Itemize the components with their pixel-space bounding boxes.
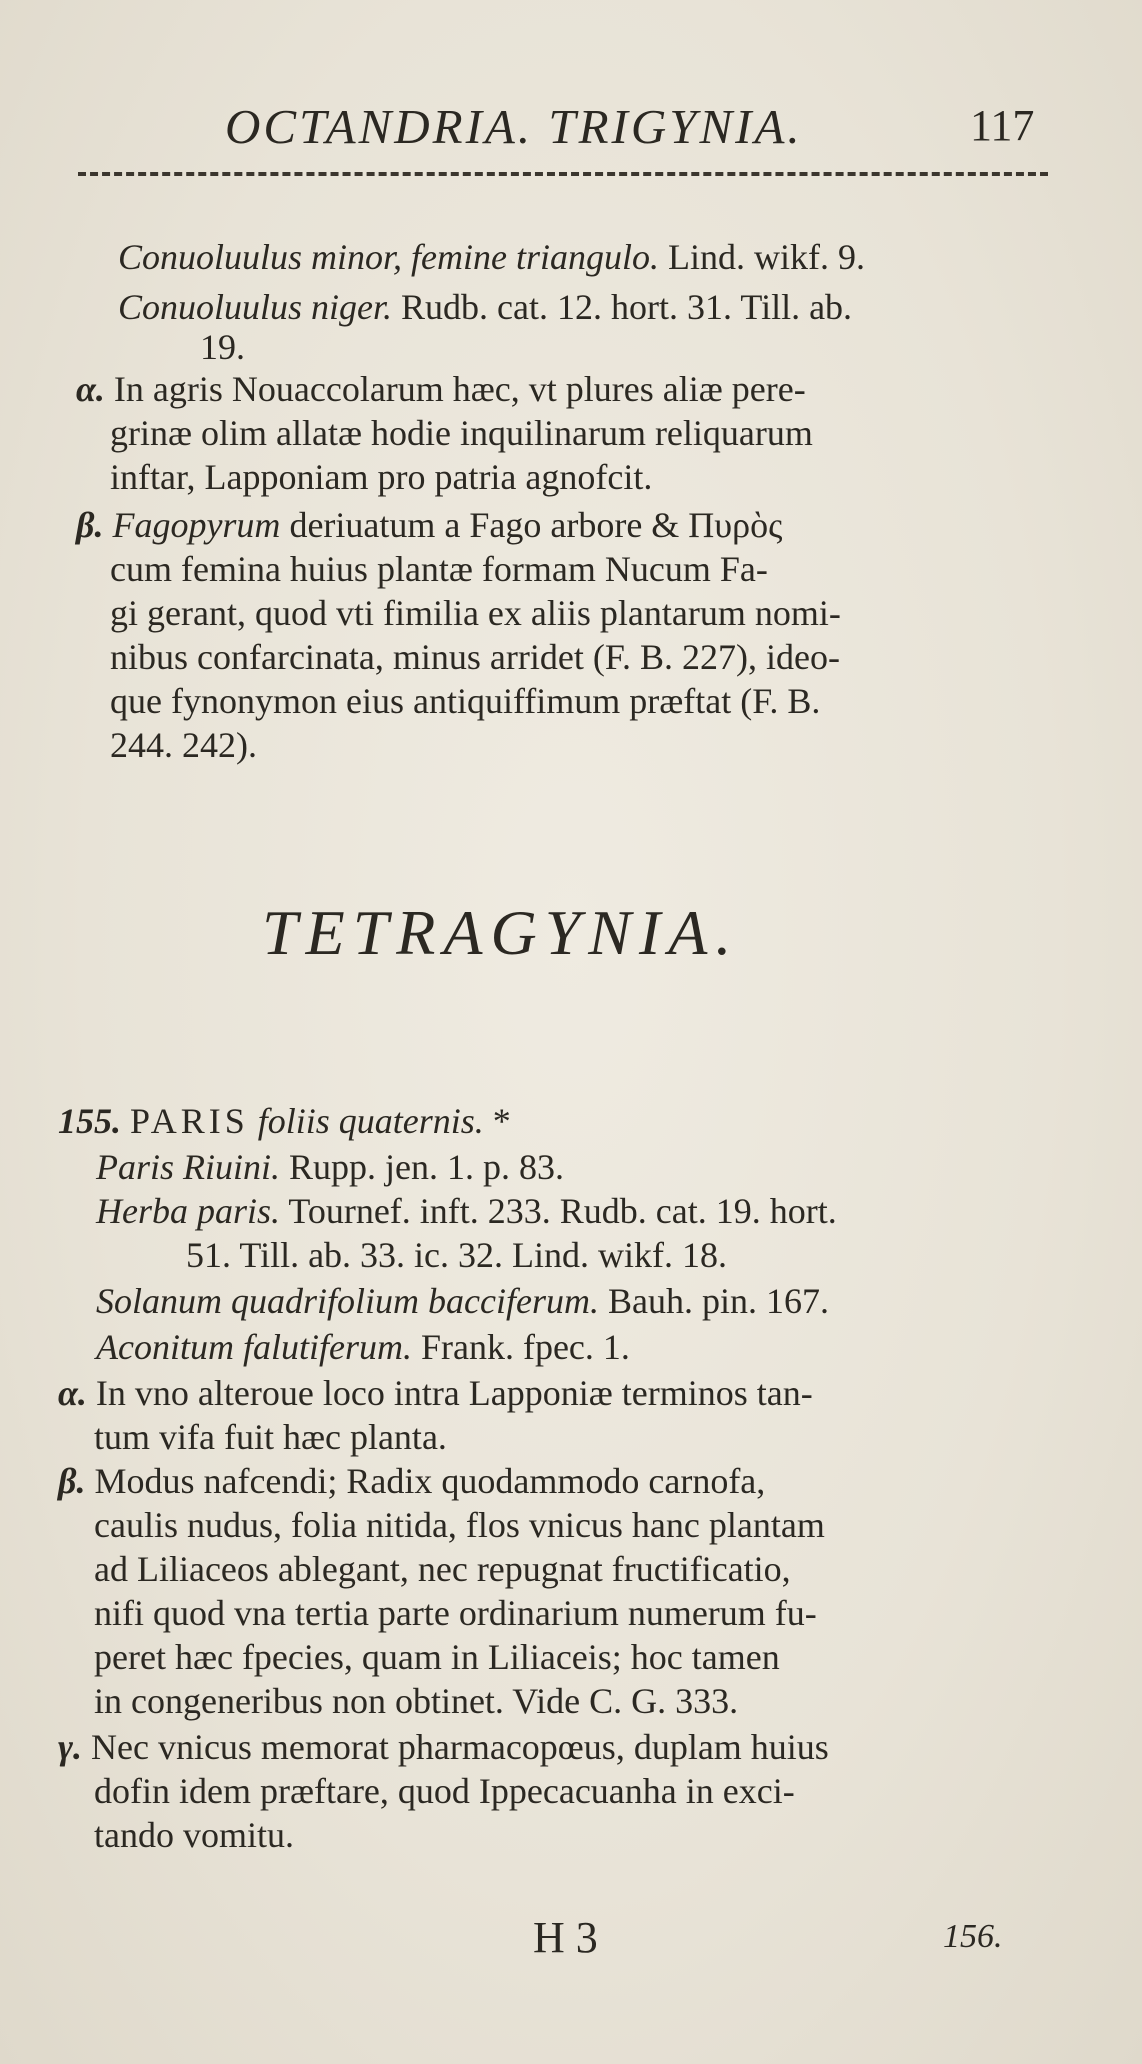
- species-number: 155.: [58, 1101, 121, 1141]
- note-beta-line: caulis nudus, folia nitida, flos vnicus hanc plantam: [94, 1505, 825, 1545]
- note-beta-line: 244. 242).: [110, 725, 257, 765]
- synonym-line: [118, 286, 852, 328]
- note-marker: α.: [58, 1373, 87, 1413]
- note-beta-line: peret hæc fpecies, quam in Liliaceis; hoc tamen: [94, 1637, 780, 1677]
- signature-mark: H 3: [533, 1913, 598, 1962]
- note-gamma-line: [58, 1726, 829, 1768]
- note-marker: β.: [58, 1461, 86, 1501]
- note-beta-line: in congeneribus non obtinet. Vide C. G. 333.: [94, 1681, 739, 1721]
- catchword: 156.: [943, 1918, 1003, 1955]
- synonym-line: [96, 1280, 829, 1322]
- note-marker: γ.: [58, 1727, 82, 1767]
- synonym-reference: Frank. fpec. 1.: [411, 1327, 630, 1367]
- running-head: OCTANDRIA. TRIGYNIA.: [225, 99, 803, 154]
- synonym-line: [96, 1326, 630, 1368]
- synonym-line: [200, 326, 245, 368]
- note-marker: β.: [76, 505, 104, 545]
- synonym-reference: 51. Till. ab. 33. ic. 32. Lind. wikf. 18.: [186, 1235, 728, 1275]
- note-beta-line: nibus confarcinata, minus arridet (F. B. 227), ideo-: [110, 637, 840, 677]
- synonym-name: Conuoluulus minor, femine triangulo.: [118, 237, 660, 277]
- note-italic: Fagopyrum: [112, 505, 281, 545]
- note-gamma-line: tando vomitu.: [94, 1815, 294, 1855]
- note-text: In agris Nouaccolarum hæc, vt plures aliæ pere-: [113, 369, 806, 409]
- note-alpha-line: inftar, Lapponiam pro patria agnofcit.: [110, 457, 653, 497]
- synonym-line: [96, 1190, 837, 1232]
- note-text: Nec vnicus memorat pharmacopœus, duplam huius: [90, 1727, 829, 1767]
- note-beta-line: [76, 504, 782, 546]
- synonym-reference: Tournef. inft. 233. Rudb. cat. 19. hort.: [280, 1191, 837, 1231]
- synonym-name: Aconitum falutiferum.: [96, 1327, 412, 1367]
- synonym-line: [96, 1146, 564, 1188]
- synonym-name: Conuoluulus niger.: [118, 287, 393, 327]
- synonym-name: Herba paris.: [96, 1191, 281, 1231]
- note-alpha-line: tum vifa fuit hæc planta.: [94, 1417, 447, 1457]
- star-mark: *: [492, 1101, 511, 1141]
- note-beta-line: cum femina huius plantæ formam Nucum Fa-: [110, 549, 768, 589]
- synonym-reference: Rudb. cat. 12. hort. 31. Till. ab.: [392, 287, 853, 327]
- note-gamma-line: dofin idem præftare, quod Ippecacuanha in exci-: [94, 1771, 795, 1811]
- note-beta-line: ad Liliaceos ablegant, nec repugnat fructificatio,: [94, 1549, 791, 1589]
- species-heading: [58, 1100, 511, 1142]
- note-beta-line: gi gerant, quod vti fimilia ex aliis plantarum nomi-: [110, 593, 841, 633]
- page-header: [225, 98, 1085, 158]
- synonym-reference: Lind. wikf. 9.: [659, 237, 866, 277]
- synonym-line: [186, 1234, 727, 1276]
- note-beta-line: nifi quod vna tertia parte ordinarium numerum fu-: [94, 1593, 817, 1633]
- note-text: In vno alteroue loco intra Lapponiæ terminos tan-: [95, 1373, 813, 1413]
- synonym-reference: 19.: [200, 327, 245, 367]
- synonym-name: Solanum quadrifolium bacciferum.: [96, 1281, 599, 1321]
- note-beta-line: [58, 1460, 765, 1502]
- page-number: 117: [970, 101, 1035, 150]
- species-diagnosis: foliis quaternis.: [257, 1101, 484, 1141]
- note-alpha-line: [58, 1372, 813, 1414]
- note-text: Modus nafcendi; Radix quodammodo carnofa,: [94, 1461, 766, 1501]
- note-alpha-line: grinæ olim allatæ hodie inquilinarum reliquarum: [110, 413, 813, 453]
- note-text: deriuatum a Fago arbore & Πυρὸς: [280, 505, 783, 545]
- synonym-name: Paris Riuini.: [96, 1147, 281, 1187]
- synonym-line: [118, 236, 865, 278]
- synonym-reference: Rupp. jen. 1. p. 83.: [280, 1147, 565, 1187]
- genus-name: PARIS: [130, 1101, 249, 1141]
- section-title: TETRAGYNIA.: [262, 897, 740, 968]
- note-marker: α.: [76, 369, 105, 409]
- note-beta-line: que fynonymon eius antiquiffimum præftat (F. B.: [110, 681, 821, 721]
- header-rule: [78, 172, 1048, 176]
- note-alpha-line: [76, 368, 806, 410]
- synonym-reference: Bauh. pin. 167.: [598, 1281, 829, 1321]
